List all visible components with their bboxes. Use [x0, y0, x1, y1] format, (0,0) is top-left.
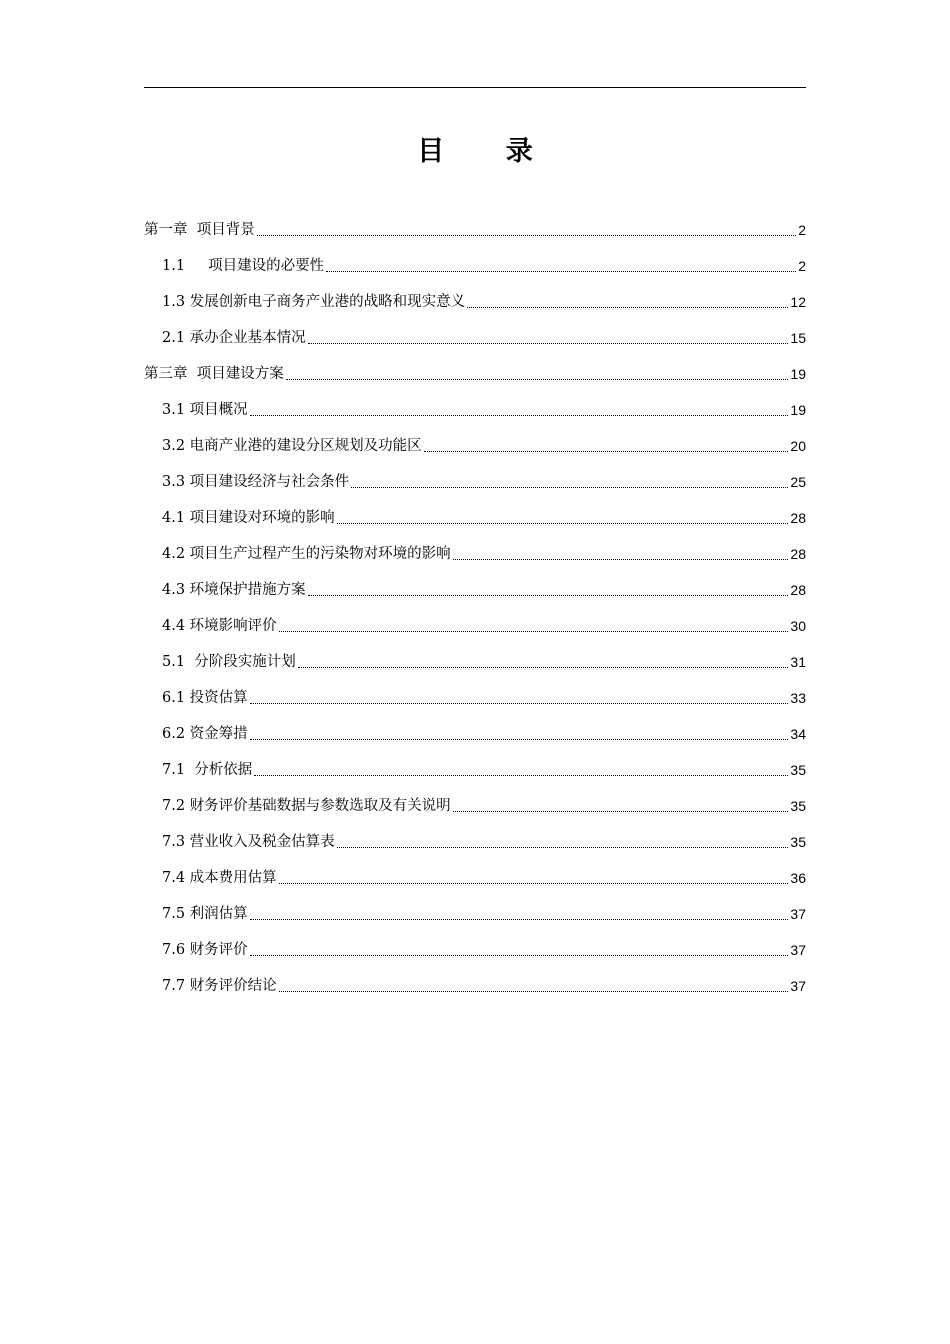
toc-entry-page: 25 — [790, 474, 806, 490]
toc-entry[interactable] — [144, 820, 806, 856]
toc-entry-label: 4.4 环境影响评价 — [162, 618, 277, 634]
toc-entry[interactable] — [144, 532, 806, 568]
toc-leader-dots — [250, 415, 789, 416]
toc-entry[interactable] — [144, 712, 806, 748]
toc-entry[interactable] — [144, 604, 806, 640]
toc-leader-dots — [250, 739, 789, 740]
toc-entry-label: 7.5 利润估算 — [162, 906, 248, 922]
toc-entry-page: 36 — [790, 870, 806, 886]
toc-entry[interactable] — [144, 316, 806, 352]
toc-entry-page: 12 — [790, 294, 806, 310]
toc-entry-label: 4.2 项目生产过程产生的污染物对环境的影响 — [162, 546, 451, 562]
toc-list — [144, 208, 806, 1000]
toc-leader-dots — [308, 595, 789, 596]
toc-entry-label: 7.1 分析依据 — [162, 762, 253, 778]
toc-entry-page: 33 — [790, 690, 806, 706]
toc-leader-dots — [279, 991, 789, 992]
toc-entry[interactable] — [144, 748, 806, 784]
toc-entry-page: 37 — [790, 942, 806, 958]
toc-entry-label: 6.2 资金筹措 — [162, 726, 248, 742]
toc-entry[interactable] — [144, 964, 806, 1000]
toc-entry-label: 1.3 发展创新电子商务产业港的战略和现实意义 — [162, 294, 466, 310]
toc-entry[interactable] — [144, 892, 806, 928]
toc-entry-page: 28 — [790, 582, 806, 598]
toc-entry-label: 7.4 成本费用估算 — [162, 870, 277, 886]
toc-leader-dots — [453, 811, 789, 812]
toc-entry[interactable] — [144, 640, 806, 676]
toc-entry-label: 第三章 项目建设方案 — [144, 366, 284, 382]
toc-entry[interactable] — [144, 244, 806, 280]
toc-leader-dots — [308, 343, 789, 344]
toc-entry-page: 35 — [790, 798, 806, 814]
toc-entry-label: 3.1 项目概况 — [162, 402, 248, 418]
toc-entry-label: 7.2 财务评价基础数据与参数选取及有关说明 — [162, 798, 451, 814]
toc-entry[interactable] — [144, 460, 806, 496]
toc-entry[interactable] — [144, 676, 806, 712]
toc-entry-page: 28 — [790, 546, 806, 562]
toc-entry-label: 7.6 财务评价 — [162, 942, 248, 958]
toc-entry-label: 2.1 承办企业基本情况 — [162, 330, 306, 346]
toc-leader-dots — [254, 775, 788, 776]
toc-leader-dots — [337, 523, 789, 524]
toc-leader-dots — [257, 235, 796, 236]
toc-entry-page: 28 — [790, 510, 806, 526]
toc-entry-label: 5.1 分阶段实施计划 — [162, 654, 296, 670]
toc-entry[interactable] — [144, 352, 806, 388]
toc-title: 目 录 — [417, 136, 559, 167]
toc-entry[interactable] — [144, 280, 806, 316]
toc-entry-label: 7.3 营业收入及税金估算表 — [162, 834, 335, 850]
toc-entry-label: 1.1 项目建设的必要性 — [162, 258, 325, 274]
toc-leader-dots — [326, 271, 796, 272]
toc-entry[interactable] — [144, 208, 806, 244]
toc-leader-dots — [298, 667, 789, 668]
toc-leader-dots — [337, 847, 789, 848]
toc-entry[interactable] — [144, 856, 806, 892]
toc-entry-page: 19 — [790, 402, 806, 418]
toc-entry-page: 15 — [790, 330, 806, 346]
toc-entry-label: 3.2 电商产业港的建设分区规划及功能区 — [162, 438, 422, 454]
toc-entry-label: 4.3 环境保护措施方案 — [162, 582, 306, 598]
toc-leader-dots — [250, 955, 789, 956]
toc-leader-dots — [351, 487, 788, 488]
toc-entry-page: 19 — [790, 366, 806, 382]
toc-leader-dots — [424, 451, 789, 452]
toc-leader-dots — [467, 307, 788, 308]
toc-leader-dots — [453, 559, 789, 560]
toc-entry-page: 20 — [790, 438, 806, 454]
toc-entry-page: 30 — [790, 618, 806, 634]
toc-entry[interactable] — [144, 388, 806, 424]
toc-entry-label: 第一章 项目背景 — [144, 222, 255, 238]
toc-entry-page: 37 — [790, 978, 806, 994]
toc-entry-page: 31 — [790, 654, 806, 670]
toc-entry-label: 3.3 项目建设经济与社会条件 — [162, 474, 350, 490]
toc-leader-dots — [279, 631, 789, 632]
toc-entry-label: 4.1 项目建设对环境的影响 — [162, 510, 335, 526]
toc-entry[interactable] — [144, 568, 806, 604]
toc-entry-page: 37 — [790, 906, 806, 922]
toc-entry[interactable] — [144, 928, 806, 964]
toc-entry-page: 2 — [798, 258, 806, 274]
toc-leader-dots — [279, 883, 789, 884]
toc-entry-label: 6.1 投资估算 — [162, 690, 248, 706]
toc-entry-page: 35 — [790, 762, 806, 778]
toc-entry[interactable] — [144, 424, 806, 460]
toc-entry[interactable] — [144, 496, 806, 532]
toc-entry-label: 7.7 财务评价结论 — [162, 978, 277, 994]
toc-entry-page: 35 — [790, 834, 806, 850]
header-rule — [144, 87, 806, 88]
toc-leader-dots — [250, 919, 789, 920]
toc-leader-dots — [286, 379, 789, 380]
toc-entry-page: 34 — [790, 726, 806, 742]
toc-entry[interactable] — [144, 784, 806, 820]
toc-leader-dots — [250, 703, 789, 704]
toc-entry-page: 2 — [798, 222, 806, 238]
